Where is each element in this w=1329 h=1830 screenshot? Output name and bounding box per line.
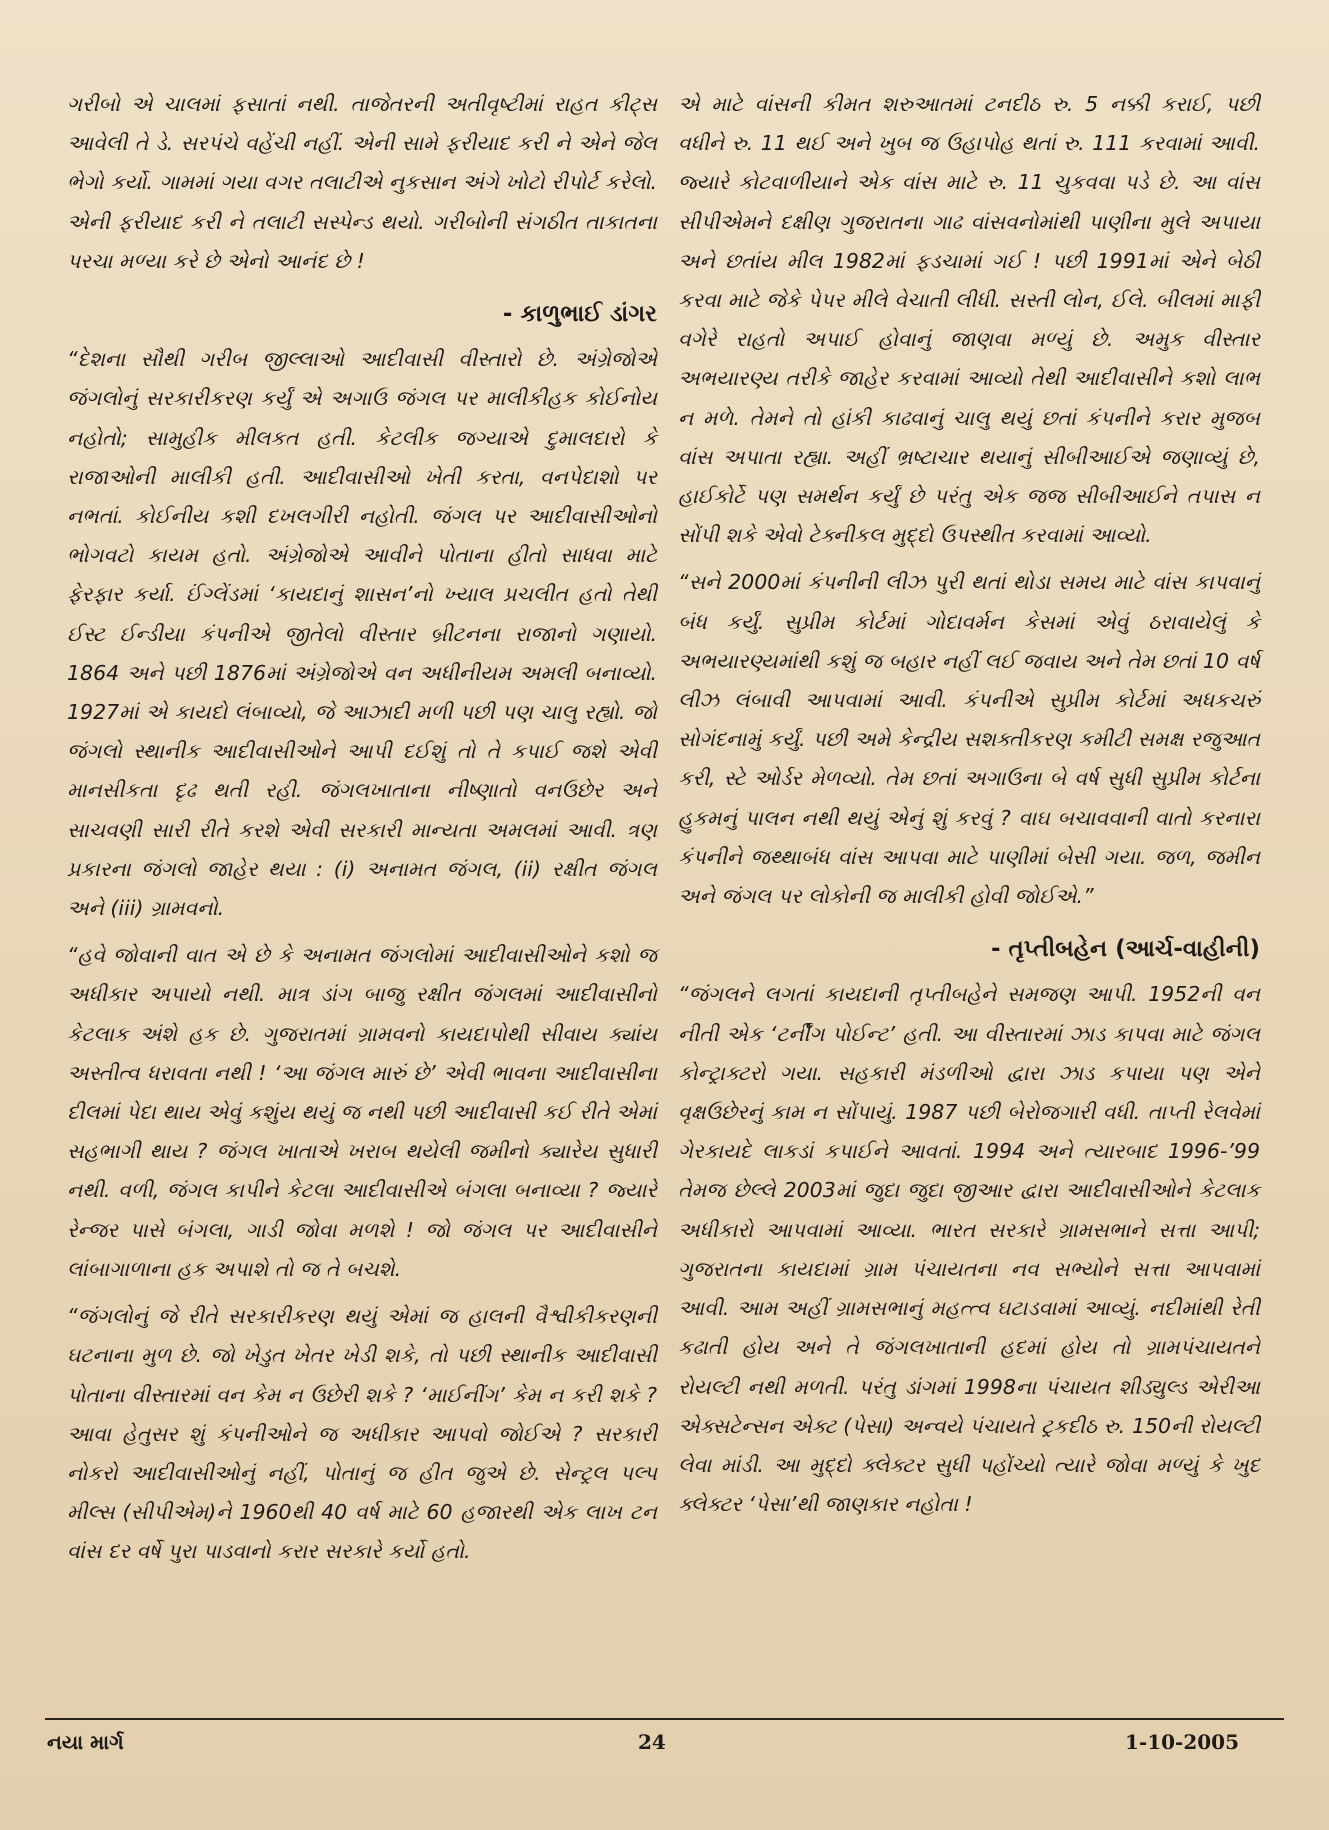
author-signature: - તૃપ્તીબહેન (આર્ચ-વાહીની) bbox=[990, 936, 1260, 963]
right-column bbox=[678, 85, 1260, 1532]
paragraph: “હવે જોવાની વાત એ છે કે અનામત જંગલોમાં આદીવાસીઓને કશો જ અધીકાર અપાયો નથી. માત્ર ડાંગ બાજુ રક્ષીત જંગલમાં આદીવાસીનો કેટલાક અંશે હક છે. ગુજરાતમાં ગ્રામવનો કાયદાપોથી સીવાય ક્યાંય અસ્તીત્વ ધરાવતા નથી ! ‘આ જંગલ મારું છે’ એવી ભાવના આદીવાસીના દીલમાં પેદા થાય એવું કશુંય થયું જ નથી પછી આદીવાસી કઈ રીતે એમાં સહભાગી થાય ? જંગલ ખાતાએ ખરાબ થયેલી જમીનો ક્યારેય સુધારી નથી. વળી, જંગલ કાપીને કેટલા આદીવાસીએ બંગલા બનાવ્યા ? જ્યારે રેન્જર પાસે બંગલા, ગાડી જોવા મળશે ! જો જંગલ પર આદીવાસીને લાંબાગાળાના હક અપાશે તો જ તે બચશે. bbox=[67, 943, 657, 1281]
issue-date: 1-10-2005 bbox=[1124, 1730, 1239, 1754]
author-signature: - કાળુભાઈ ડાંગર bbox=[502, 301, 657, 328]
page-number: 24 bbox=[638, 1730, 666, 1754]
paragraph: ગરીબો એ ચાલમાં ફસાતાં નથી. તાજેતરની અતીવૃષ્ટીમાં રાહત કીટ્સ આવેલી તે ડે. સરપંચે વહેંચી નહીં. એની સામે ફરીયાદ કરી ને એને જેલ ભેગો કર્યો. ગામમાં ગયા વગર તલાટીએ નુકસાન અંગે ખોટો રીપોર્ટ કરેલો. એની ફરીયાદ કરી ને તલાટી સસ્પેન્ડ થયો. ગરીબોની સંગઠીત તાકાતના પરચા મળ્યા કરે છે એનો આનંદ છે ! bbox=[67, 92, 657, 273]
paragraph: એ માટે વાંસની કીમત શરુઆતમાં ટનદીઠ રુ. 5 નક્કી કરાઈ, પછી વધીને રુ. 11 થઈ અને ખુબ જ ઉહાપોહ થતાં રુ. 111 કરવામાં આવી. જ્યારે કોટવાળીયાને એક વાંસ માટે રુ. 11 ચુકવવા પડે છે. આ વાંસ સીપીએમને દક્ષીણ ગુજરાતના ગાઢ વાંસવનોમાંથી પાણીના મુલે અપાયા અને છતાંય મીલ 1982માં ફડચામાં ગઈ ! પછી 1991માં એને બેઠી કરવા માટે જેકે પેપર મીલે વેચાતી લીધી. સસ્તી લોન, ઈલે. બીલમાં માફી વગેરે રાહતો અપાઈ હોવાનું જાણવા મળ્યું છે. અમુક વીસ્તાર અભયારણ્ય તરીકે જાહેર કરવામાં આવ્યો તેથી આદીવાસીને કશો લાભ ન મળે. તેમને તો હાંકી કાઢવાનું ચાલુ થયું છતાં કંપનીને કરાર મુજબ વાંસ અપાતા રહ્યા. અહીં ભ્રષ્ટાચાર થયાનું સીબીઆઈએ જણાવ્યું છે, હાઈકોર્ટે પણ સમર્થન કર્યું છે પરંતુ એક જજ સીબીઆઈને તપાસ ન સોંપી શકે એવો ટેક્નીકલ મુદ્દો ઉપસ્થીત કરવામાં આવ્યો. bbox=[678, 92, 1260, 548]
paragraph: “દેશના સૌથી ગરીબ જીલ્લાઓ આદીવાસી વીસ્તારો છે. અંગ્રેજોએ જંગલોનું સરકારીકરણ કર્યું એ અગાઉ જંગલ પર માલીકીહક કોઈનોય નહોતો; સામુહીક મીલકત હતી. કેટલીક જગ્યાએ દુમાલદારો કે રાજાઓની માલીકી હતી. આદીવાસીઓ ખેતી કરતા, વનપેદાશો પર નભતાં. કોઈનીય કશી દખલગીરી નહોતી. જંગલ પર આદીવાસીઓનો ભોગવટો કાયમ હતો. અંગ્રેજોએ આવીને પોતાના હીતો સાધવા માટે ફેરફાર કર્યા. ઈંગ્લેંડમાં ‘કાયદાનું શાસન’નો ખ્યાલ પ્રચલીત હતો તેથી ઈસ્ટ ઈન્ડીયા કંપનીએ જીતેલો વીસ્તાર બ્રીટનના રાજાનો ગણાયો. 1864 અને પછી 1876માં અંગ્રેજોએ વન અધીનીયમ અમલી બનાવ્યો. 1927માં એ કાયદો લંબાવ્યો, જે આઝાદી મળી પછી પણ ચાલુ રહ્યો. જો જંગલો સ્થાનીક આદીવાસીઓને આપી દઈશું તો તે કપાઈ જશે એવી માનસીકતા દૃઢ થતી રહી. જંગલખાતાના નીષ્ણાતો વનઉછેર અને સાચવણી સારી રીતે કરશે એવી સરકારી માન્યતા અમલમાં આવી. ત્રણ પ્રકારના જંગલો જાહેર થયા : (i) અનામત જંગલ, (ii) રક્ષીત જંગલ અને (iii) ગ્રામવનો. bbox=[67, 347, 657, 921]
left-column bbox=[67, 85, 657, 1580]
paragraph: “સને 2000માં કંપનીની લીઝ પુરી થતાં થોડા સમય માટે વાંસ કાપવાનું બંધ કર્યું. સુપ્રીમ કોર્ટમાં ગોદાવર્મન કેસમાં એવું ઠરાવાયેલું કે અભયારણ્યમાંથી કશું જ બહાર નહીં લઈ જવાય અને તેમ છતાં 10 વર્ષ લીઝ લંબાવી આપવામાં આવી. કંપનીએ સુપ્રીમ કોર્ટમાં અધકચરું સોગંદનામું કર્યું. પછી અમે કેન્દ્રીય સશક્તીકરણ કમીટી સમક્ષ રજુઆત કરી, સ્ટે ઓર્ડર મેળવ્યો. તેમ છતાં અગાઉના બે વર્ષ સુધી સુપ્રીમ કોર્ટના હુકમનું પાલન નથી થયું એનું શું કરવું ? વાઘ બચાવવાની વાતો કરનારા કંપનીને જથ્થાબંધ વાંસ આપવા માટે પાણીમાં બેસી ગયા. જળ, જમીન અને જંગલ પર લોકોની જ માલીકી હોવી જોઈએ.” bbox=[678, 570, 1260, 909]
paragraph: “જંગલોનું જે રીતે સરકારીકરણ થયું એમાં જ હાલની વૈશ્વીકીકરણની ઘટનાના મુળ છે. જો ખેડુત ખેતર ખેડી શકે, તો પછી સ્થાનીક આદીવાસી પોતાના વીસ્તારમાં વન કેમ ન ઉછેરી શકે ? ‘માઈનીંગ’ કેમ ન કરી શકે ? આવા હેતુસર શું કંપનીઓને જ અધીકાર આપવો જોઈએ ? સરકારી નોકરો આદીવાસીઓનું નહીં, પોતાનું જ હીત જુએ છે. સેન્ટ્રલ પલ્પ મીલ્સ (સીપીએમ)ને 1960થી 40 વર્ષ માટે 60 હજારથી એક લાખ ટન વાંસ દર વર્ષે પુરા પાડવાનો કરાર સરકારે કર્યો હતો. bbox=[67, 1304, 657, 1564]
footer-divider bbox=[45, 1718, 1284, 1720]
publication-name: નયા માર્ગ bbox=[47, 1730, 124, 1754]
paragraph: “જંગલને લગતાં કાયદાની તૃપ્તીબહેને સમજણ આપી. 1952ની વન નીતી એક ‘ટર્નીંગ પોઈન્ટ’ હતી. આ વીસ્તારમાં ઝાડ કાપવા માટે જંગલ કોન્ટ્રાક્ટરો ગયા. સહકારી મંડળીઓ દ્વારા ઝાડ કપાયા પણ એને વૃક્ષઉછેરનું કામ ન સોંપાયું. 1987 પછી બેરોજગારી વધી. તાપ્તી રેલવેમાં ગેરકાયદે લાકડાં કપાઈને આવતાં. 1994 અને ત્યારબાદ 1996-’99 તેમજ છેલ્લે 2003માં જુદા જુદા જીઆર દ્વારા આદીવાસીઓને કેટલાક અધીકારો આપવામાં આવ્યા. ભારત સરકારે ગ્રામસભાને સત્તા આપી; ગુજરાતના કાયદામાં ગ્રામ પંચાયતના નવ સભ્યોને સત્તા આપવામાં આવી. આમ અહીં ગ્રામસભાનું મહત્ત્વ ઘટાડવામાં આવ્યું. નદીમાંથી રેતી કઢાતી હોય અને તે જંગલખાતાની હદમાં હોય તો ગ્રામપંચાયતને રોયલ્ટી નથી મળતી. પરંતુ ડાંગમાં 1998ના પંચાયત શીડ્યુલ્ડ એરીઆ એક્સટેન્સન એક્ટ (પેસા) અન્વયે પંચાયતે ટ્રકદીઠ રુ. 150ની રોયલ્ટી લેવા માંડી. આ મુદ્દો ક્લેક્ટર સુધી પહોંચ્યો ત્યારે જોવા મળ્યું કે ખુદ ક્લેક્ટર ‘પેસા’થી જાણકાર નહોતા ! bbox=[678, 982, 1260, 1517]
